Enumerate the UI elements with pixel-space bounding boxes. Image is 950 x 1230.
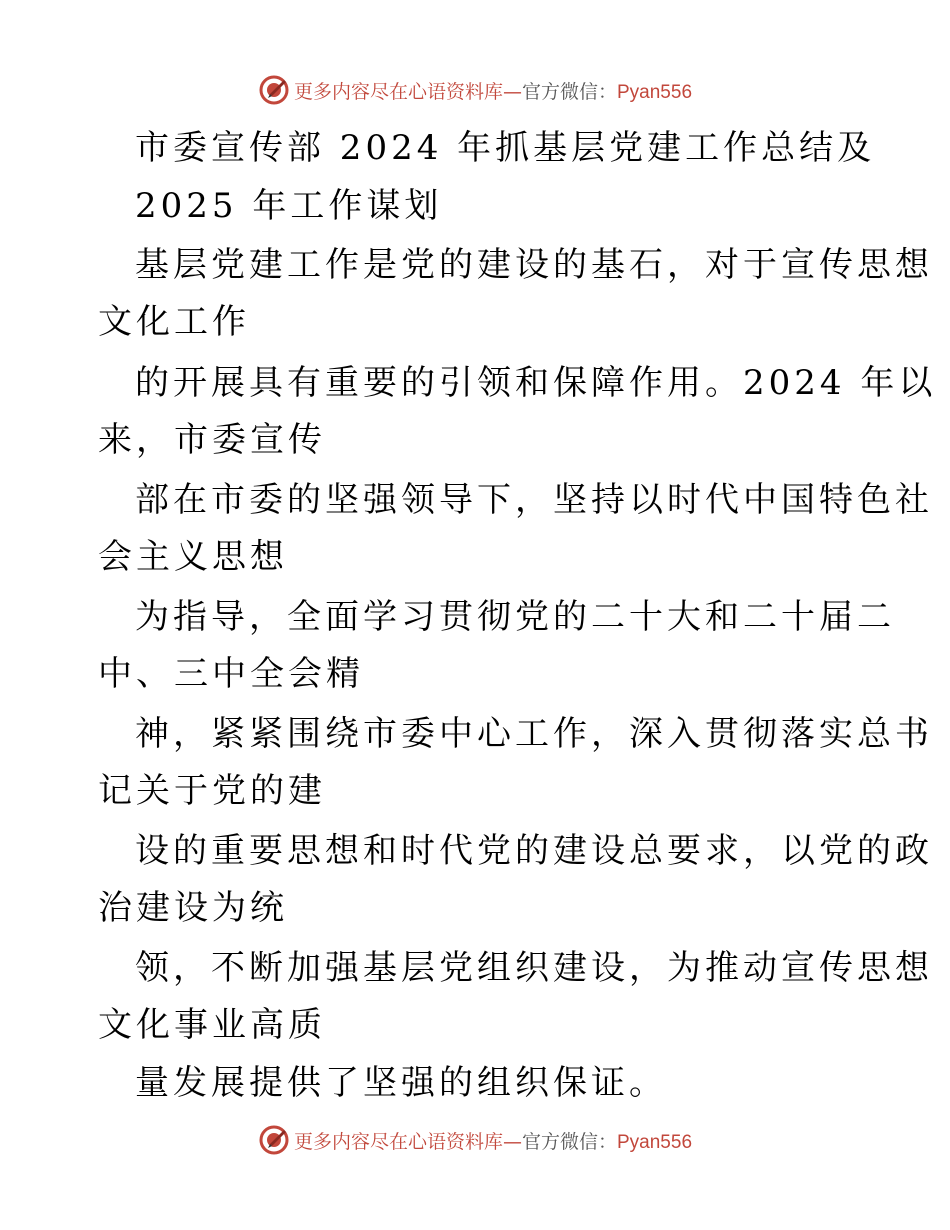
doc-paragraph-line: 量发展提供了坚强的组织保证。 <box>135 1063 667 1103</box>
watermark-wechat-id: Pyan556 <box>617 81 693 103</box>
watermark-text <box>294 77 692 104</box>
doc-paragraph-line: 文化工作 <box>98 302 250 342</box>
doc-paragraph-line: 中、三中全会精 <box>98 654 364 694</box>
doc-paragraph-line: 设的重要思想和时代党的建设总要求，以党的政 <box>135 831 933 871</box>
doc-paragraph-line: 会主义思想 <box>98 537 288 577</box>
watermark-text <box>294 1127 692 1154</box>
doc-paragraph-line: 部在市委的坚强领导下，坚持以时代中国特色社 <box>135 480 933 520</box>
doc-paragraph-line: 的开展具有重要的引领和保障作用。2024 年以 <box>135 363 937 403</box>
doc-paragraph-line: 治建设为统 <box>98 888 288 928</box>
pen-logo-icon <box>258 74 290 106</box>
watermark-main-text: 更多内容尽在心语资料库 <box>293 1130 503 1153</box>
watermark-dash: — <box>502 80 522 103</box>
doc-paragraph-line: 为指导，全面学习贯彻党的二十大和二十届二 <box>135 597 895 637</box>
doc-paragraph-line: 领，不断加强基层党组织建设，为推动宣传思想 <box>135 948 933 988</box>
watermark-dash: — <box>502 1130 522 1153</box>
watermark-main-text: 更多内容尽在心语资料库 <box>293 80 503 103</box>
doc-title-line-1: 市委宣传部 2024 年抓基层党建工作总结及 <box>135 128 876 168</box>
header-watermark-banner <box>0 70 950 110</box>
watermark-wechat-label: 官方微信： <box>521 80 617 103</box>
watermark-wechat-id: Pyan556 <box>617 1131 693 1153</box>
footer-watermark-banner <box>0 1120 950 1160</box>
doc-paragraph-line: 记关于党的建 <box>98 771 326 811</box>
doc-paragraph-line: 基层党建工作是党的建设的基石，对于宣传思想 <box>135 245 933 285</box>
doc-paragraph-line: 神，紧紧围绕市委中心工作，深入贯彻落实总书 <box>135 714 933 754</box>
doc-title-line-2: 2025 年工作谋划 <box>135 186 443 226</box>
doc-paragraph-line: 来，市委宣传 <box>98 420 326 460</box>
watermark-wechat-label: 官方微信： <box>521 1130 617 1153</box>
pen-logo-icon <box>258 1124 290 1156</box>
doc-paragraph-line: 文化事业高质 <box>98 1005 326 1045</box>
